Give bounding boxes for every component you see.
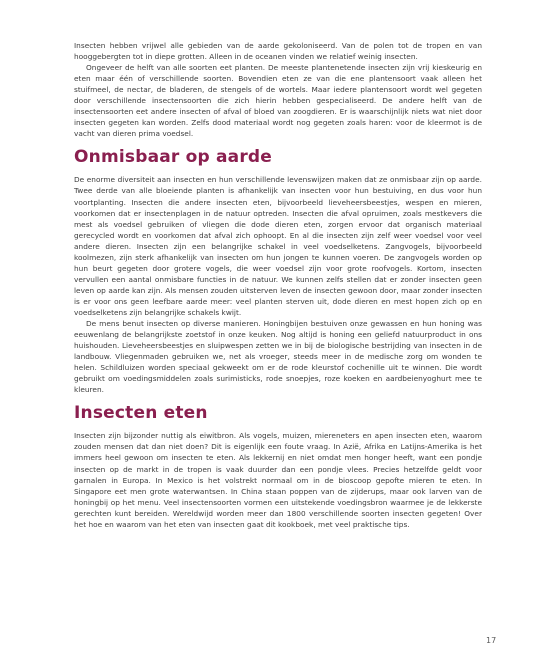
page-number: 17 — [486, 636, 497, 645]
section-heading-insecten-eten: Insecten eten — [74, 403, 208, 424]
section1-paragraph-1: De enorme diversiteit aan insecten en hun verschillende levenswijzen maken dat ze onmisbaar zijn op aarde. Twee derde van alle bloeiende planten is afhankelijk van insecten voor hun bestuiving, en dus voor hun voortplanting. Insecten die andere insecten eten, bijvoorbeeld lieveheersbeestjes, wespen en mieren, voorkomen dat er insectenplagen in de natuur optreden. Insecten die afval opruimen, zoals mestkevers die mest als voedsel gebruiken of vliegen die dode dieren eten, zorgen ervoor dat organisch materiaal gerecycled wordt en voorkomen dat afval zich ophoopt. En al die insecten zijn zelf weer voedsel voor veel andere dieren. Insecten zijn een belangrijke schakel in veel voedselketens. Zangvogels, bijvoorbeeld koolmezen, zijn sterk afhankelijk van insecten om hun jongen te kunnen voeren. De zangvogels worden op hun beurt gegeten door grotere vogels, die weer voedsel zijn voor grote roofvogels. Kortom, insecten vervullen een aantal onmisbare functies in de natuur. We kunnen zelfs stellen dat er zonder insecten geen leven op aarde kan zijn. Als mensen zouden uitsterven leven de insecten gewoon door, maar zonder insecten is er voor ons geen leefbare aarde meer: veel planten sterven uit, dode dieren en mest hopen zich op en voedselketens zijn belangrijke schakels kwijt. — [74, 175, 482, 317]
section1-paragraph-2: De mens benut insecten op diverse manieren. Honingbijen bestuiven onze gewassen en hun honing was eeuwenlang de belangrijkste zoetstof in onze keuken. Nog altijd is honing een geliefd natuurproduct in ons huishouden. Lieveheersbeestjes en sluipwespen zetten we in bij de biologische bestrijding van insecten in de landbouw. Vliegenmaden gebruiken we, net als vroeger, steeds meer in de medische zorg om wonden te helen. Schildluizen worden speciaal gekweekt om er de rode kleurstof cochenille uit te winnen. Die wordt gebruikt om voedingsmiddelen zoals surimisticks, rode snoepjes, roze koeken en aardbeienyoghurt mee te kleuren. — [74, 319, 482, 395]
section2-paragraph-1: Insecten zijn bijzonder nuttig als eiwitbron. Als vogels, muizen, miereneters en apen insecten eten, waarom zouden mensen dat dan niet doen? Dit is eigenlijk een foute vraag. In Azië, Afrika en Latijns-Amerika is het immers heel gewoon om insecten te eten. Als lekkernij en niet omdat men honger heeft, want een pondje insecten op de markt in de tropen is vaak duurder dan een pondje vlees. Precies hetzelfde geldt voor garnalen in Europa. In Mexico is het volstrekt normaal om in de bioscoop gepofte mieren te eten. In Singapore eet men grote waterwantsen. In China staan poppen van de zijderups, maar ook larven van de honingbij op het menu. Veel insectensoorten vormen een uitstekende voedingsbron waarmee je de lekkerste gerechten kunt bereiden. Wereldwijd worden meer dan 1800 verschillende soorten insecten gegeten! Over het hoe en waarom van het eten van insecten gaat dit kookboek, met veel praktische tips. — [74, 431, 482, 529]
section-heading-onmisbaar: Onmisbaar op aarde — [74, 147, 273, 168]
intro-paragraph-2: Ongeveer de helft van alle soorten eet planten. De meeste plantenetende insecten zijn vrij kieskeurig en eten maar één of verschillende soorten. Bovendien eten ze van die ene plantensoort vaak alleen het stuifmeel, de nectar, de bladeren, de stengels of de wortels. Maar iedere plantensoort wordt wel gegeten door verschillende insectensoorten die zich hierin hebben gespecialiseerd. De andere helft van de insectensoorten eet andere insecten of afval of bloed van zoogdieren. Er is waarschijnlijk niets wat niet door insecten gegeten kan worden. Zelfs dood materiaal wordt nog gegeten zoals haren: voor de kleermot is de vacht van dieren prima voedsel. — [74, 63, 482, 139]
intro-paragraph-1: Insecten hebben vrijwel alle gebieden van de aarde gekoloniseerd. Van de polen tot de tropen en van hooggebergten tot in diepe grotten. Alleen in de oceanen vinden we relatief weinig insecten. — [74, 41, 482, 62]
text-column — [74, 40, 482, 530]
